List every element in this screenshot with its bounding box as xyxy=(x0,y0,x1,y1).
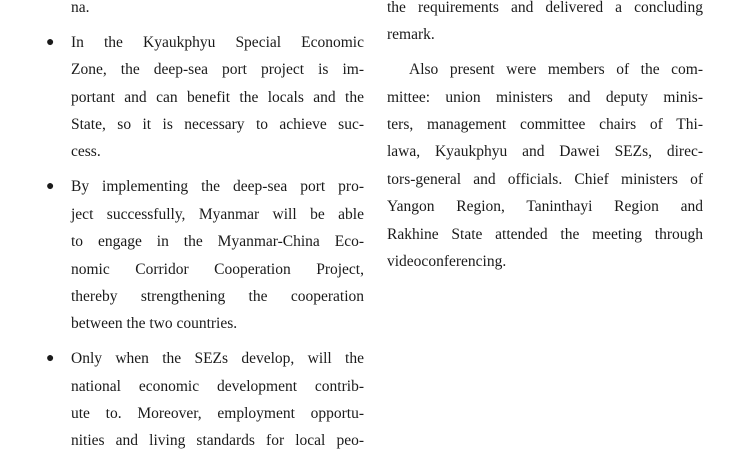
text-line: the requirements and delivered a concluding xyxy=(387,0,703,16)
text-line: nomic Corridor Cooperation Project, xyxy=(71,260,364,278)
text-line: Zone, the deep-sea port project is im- xyxy=(71,61,364,79)
text-line: nities and living standards for local peo- xyxy=(71,432,364,450)
continued-fragment xyxy=(46,0,364,21)
text-line: State, so it is necessary to achieve suc- xyxy=(71,116,364,134)
text-line: ute to. Moreover, employment opportu- xyxy=(71,404,364,422)
text-line: portant and can benefit the locals and the xyxy=(71,88,364,106)
text-line: tors-general and officials. Chief ministers of xyxy=(387,170,703,188)
text-line: cess. xyxy=(71,143,101,161)
text-line: national economic development contrib- xyxy=(71,377,364,395)
text-line: Yangon Region, Taninthayi Region and xyxy=(387,198,703,216)
paragraph-attendees xyxy=(387,56,703,275)
text-line: Also present were members of the com- xyxy=(409,61,703,79)
bullet-item-sez-development xyxy=(46,345,364,455)
paragraph-concluding-remark xyxy=(387,0,703,49)
right-column xyxy=(387,0,703,283)
bullet-item-kyaukphyu xyxy=(46,29,364,166)
text-line: thereby strengthening the cooperation xyxy=(71,287,364,305)
bullet-dot-icon: ● xyxy=(46,351,55,367)
text-line: Rakhine State attended the meeting through xyxy=(387,225,703,243)
bullet-item-deep-sea-port xyxy=(46,173,364,337)
text-line: to engage in the Myanmar-China Eco- xyxy=(71,233,364,251)
text-line: In the Kyaukphyu Special Economic xyxy=(71,33,364,51)
text-line: mittee: union ministers and deputy minis- xyxy=(387,88,703,106)
bullet-dot-icon: ● xyxy=(46,34,55,50)
text-line: ters, management committee chairs of Thi- xyxy=(387,116,703,134)
bullet-dot-icon: ● xyxy=(46,179,55,195)
text-line: between the two countries. xyxy=(71,315,238,333)
text-line: remark. xyxy=(387,26,435,44)
text-line: Only when the SEZs develop, will the xyxy=(71,350,364,368)
text-line: lawa, Kyaukphyu and Dawei SEZs, direc- xyxy=(387,143,703,161)
text-line: na. xyxy=(71,0,90,16)
text-line: videoconferencing. xyxy=(387,253,507,271)
text-line: By implementing the deep-sea port pro- xyxy=(71,178,364,196)
left-column xyxy=(46,0,364,462)
text-line: ject successfully, Myanmar will be able xyxy=(71,205,364,223)
